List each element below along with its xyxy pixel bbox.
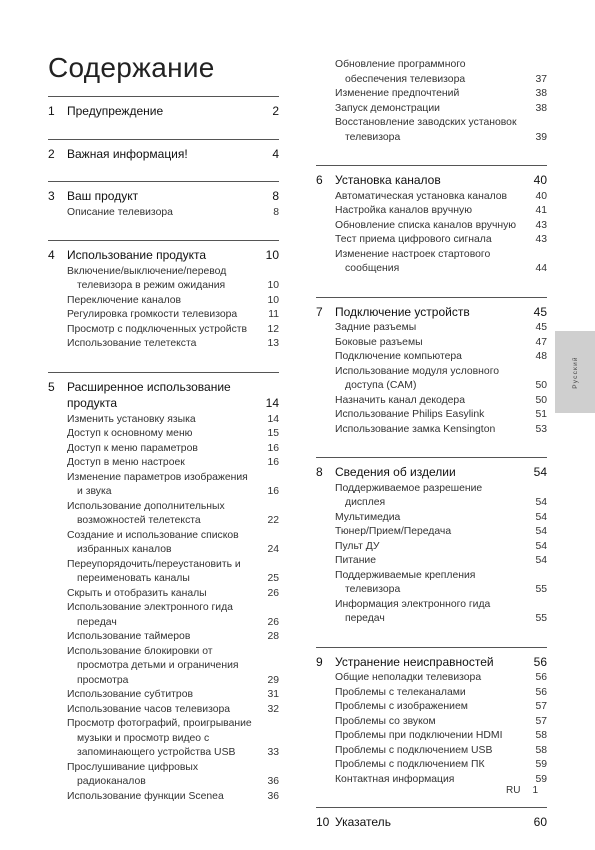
toc-entry-page-number: 40	[535, 190, 547, 202]
toc-entry[interactable]	[316, 554, 547, 569]
section-number: 5	[48, 379, 55, 394]
toc-entry-title: Описание телевизора	[67, 206, 173, 218]
toc-entry-page-number: 24	[267, 544, 279, 555]
toc-entry-title: Обновление списка каналов вручную	[335, 219, 517, 231]
toc-entry-page-number: 59	[535, 773, 547, 785]
toc-section	[316, 807, 547, 830]
toc-entry-page-number: 56	[535, 672, 547, 683]
toc-entry[interactable]	[316, 131, 547, 146]
toc-section	[316, 457, 547, 627]
toc-entry[interactable]	[48, 427, 279, 442]
section-page-number: 4	[272, 146, 279, 161]
toc-entry-title: Восстановление заводских установок	[335, 117, 517, 128]
toc-entry[interactable]	[316, 379, 547, 394]
section-title: Предупреждение	[67, 104, 164, 118]
section-page-number: 56	[533, 654, 547, 669]
toc-entry-title: Переключение каналов	[67, 294, 182, 306]
toc-entry[interactable]	[316, 394, 547, 409]
toc-entry-page-number: 54	[535, 511, 547, 523]
toc-entry[interactable]	[48, 471, 279, 486]
toc-entry[interactable]	[316, 321, 547, 336]
toc-entry[interactable]	[48, 601, 279, 616]
toc-entry-page-number: 26	[267, 587, 279, 599]
toc-section	[316, 58, 547, 145]
toc-entry-title: Подключение компьютера	[335, 351, 462, 362]
toc-entry-title: Использование функции Scenea	[67, 790, 224, 802]
toc-entry-title: Проблемы с подключением ПК	[335, 759, 485, 770]
toc-entry[interactable]	[48, 294, 279, 309]
language-tab	[555, 331, 595, 413]
toc-section	[48, 372, 279, 805]
toc-entry-page-number: 14	[267, 413, 279, 425]
toc-entry[interactable]	[316, 569, 547, 584]
toc-entry-page-number: 58	[535, 730, 547, 741]
toc-entry-title: Просмотр фотографий, проигрывание	[67, 718, 252, 729]
section-title: Установка каналов	[335, 173, 441, 187]
toc-entry-title: Поддерживаемое разрешение	[335, 482, 483, 494]
toc-entry-title: переименовать каналы	[77, 573, 190, 584]
section-title-line2: продукта	[67, 396, 118, 410]
section-number: 7	[316, 304, 323, 319]
toc-entry-page-number: 13	[267, 338, 279, 349]
section-heading[interactable]	[48, 380, 279, 395]
section-heading[interactable]	[48, 104, 279, 119]
toc-entry-page-number: 43	[535, 219, 547, 231]
section-page-number: 14	[265, 396, 279, 410]
section-heading[interactable]	[48, 189, 279, 204]
toc-entry-title: Скрыть и отобразить каналы	[67, 587, 207, 599]
toc-entry[interactable]	[316, 102, 547, 117]
toc-entry-page-number: 12	[267, 323, 279, 335]
toc-entry[interactable]	[316, 612, 547, 627]
toc-entry-title: избранных каналов	[77, 544, 172, 555]
toc-entry-page-number: 54	[535, 526, 547, 537]
toc-entry[interactable]	[48, 413, 279, 428]
section-title: Расширенное использование	[67, 379, 231, 394]
toc-entry-title: Проблемы со звуком	[335, 715, 436, 727]
toc-entry-page-number: 50	[535, 394, 547, 406]
toc-entry-page-number: 22	[267, 515, 279, 526]
toc-entry[interactable]	[316, 233, 547, 248]
toc-entry-page-number: 39	[535, 131, 547, 143]
toc-section	[48, 96, 279, 119]
section-number: 1	[48, 104, 55, 118]
toc-entry-title: Использование часов телевизора	[67, 703, 231, 715]
toc-entry-title: Использование блокировки от	[67, 645, 213, 657]
toc-entry-page-number: 59	[535, 759, 547, 770]
toc-entry-page-number: 45	[535, 322, 547, 333]
toc-entry-title: Изменение параметров изображения	[67, 471, 248, 483]
toc-entry[interactable]	[48, 543, 279, 558]
section-heading[interactable]	[316, 305, 547, 320]
toc-entry-title: Обновление программного	[335, 59, 466, 70]
toc-entry-title: просмотра детьми и ограничения	[77, 660, 239, 671]
toc-entry-page-number: 31	[267, 689, 279, 700]
toc-entry-title: Доступ к меню параметров	[67, 442, 198, 454]
toc-entry[interactable]	[48, 703, 279, 718]
toc-entry-title: Проблемы с телеканалами	[335, 686, 466, 698]
section-heading[interactable]	[316, 815, 547, 830]
section-heading[interactable]	[48, 147, 279, 162]
language-tab-label: Русский	[571, 355, 579, 389]
toc-entry-page-number: 10	[267, 294, 279, 306]
toc-entry-title: Доступ в меню настроек	[67, 457, 185, 468]
toc-entry-page-number: 56	[535, 686, 547, 698]
toc-entry[interactable]	[316, 758, 547, 773]
toc-entry[interactable]	[316, 671, 547, 686]
toc-entry-title: Использование Philips Easylink	[335, 409, 485, 420]
toc-entry[interactable]	[316, 482, 547, 497]
toc-entry[interactable]	[48, 732, 279, 747]
toc-entry-page-number: 43	[535, 234, 547, 245]
toc-entry-page-number: 36	[267, 776, 279, 787]
toc-entry[interactable]	[316, 248, 547, 263]
toc-entry[interactable]	[316, 336, 547, 351]
toc-entry[interactable]	[48, 500, 279, 515]
toc-entry[interactable]	[316, 350, 547, 365]
toc-entry[interactable]	[316, 700, 547, 715]
toc-entry[interactable]	[48, 587, 279, 602]
toc-entry-title: Регулировка громкости телевизора	[67, 309, 238, 320]
toc-entry-title: Тюнер/Прием/Передача	[335, 526, 452, 537]
toc-entry-title: Использование дополнительных	[67, 500, 225, 512]
toc-entry-title: Изменение предпочтений	[335, 88, 460, 99]
toc-entry-page-number: 48	[535, 351, 547, 362]
section-title: Использование продукта	[67, 248, 207, 262]
toc-entry[interactable]	[316, 190, 547, 205]
toc-entry-page-number: 8	[273, 206, 279, 218]
toc-entry-title: Настройка каналов вручную	[335, 205, 472, 216]
toc-entry[interactable]	[48, 279, 279, 294]
section-number: 6	[316, 173, 323, 187]
toc-right-column	[316, 58, 547, 850]
toc-entry-title: Изменить установку языка	[67, 413, 196, 425]
toc-entry[interactable]	[48, 775, 279, 790]
toc-entry-title: Просмотр с подключенных устройств	[67, 323, 248, 335]
toc-entry-page-number: 38	[535, 102, 547, 114]
page-footer	[506, 785, 538, 796]
toc-entry-title: и звука	[77, 486, 112, 497]
toc-entry[interactable]	[48, 337, 279, 352]
toc-entry-title: сообщения	[345, 263, 400, 274]
toc-entry[interactable]	[316, 525, 547, 540]
section-title: Подключение устройств	[335, 304, 470, 319]
toc-entry-title: дисплея	[345, 497, 386, 508]
toc-entry-page-number: 16	[267, 486, 279, 497]
toc-entry[interactable]	[48, 688, 279, 703]
toc-entry-page-number: 53	[535, 423, 547, 435]
toc-entry-page-number: 55	[535, 613, 547, 624]
toc-entry-title: музыки и просмотр видео с	[77, 732, 210, 744]
toc-entry[interactable]	[48, 616, 279, 631]
toc-entry[interactable]	[316, 744, 547, 759]
section-page-number: 60	[533, 815, 547, 829]
toc-entry-page-number: 11	[268, 309, 279, 320]
toc-entry[interactable]	[48, 308, 279, 323]
section-heading-continued[interactable]	[48, 396, 279, 411]
toc-entry-page-number: 57	[535, 715, 547, 727]
toc-entry[interactable]	[48, 514, 279, 529]
toc-entry-title: Создание и использование списков	[67, 529, 239, 541]
toc-entry-page-number: 57	[535, 701, 547, 712]
toc-entry-page-number: 55	[535, 584, 547, 595]
toc-entry-page-number: 33	[267, 747, 279, 758]
toc-entry-title: Задние разъемы	[335, 322, 417, 333]
toc-section	[316, 165, 547, 277]
toc-entry[interactable]	[316, 219, 547, 234]
toc-entry-title: Использование модуля условного	[335, 365, 500, 377]
toc-entry-page-number: 28	[267, 631, 279, 642]
toc-entry-title: возможностей телетекста	[77, 515, 201, 526]
toc-entry-page-number: 51	[535, 409, 547, 420]
section-page-number: 10	[265, 248, 279, 262]
toc-entry[interactable]	[316, 715, 547, 730]
toc-entry[interactable]	[48, 746, 279, 761]
toc-entry[interactable]	[48, 659, 279, 674]
toc-entry[interactable]	[316, 496, 547, 511]
section-number: 9	[316, 654, 323, 669]
section-number: 10	[316, 815, 330, 829]
toc-entry-title: Контактная информация	[335, 773, 455, 785]
section-title: Важная информация!	[67, 146, 188, 161]
toc-entry-page-number: 26	[267, 616, 279, 628]
toc-entry-page-number: 37	[535, 73, 547, 85]
toc-entry-title: Тест приема цифрового сигнала	[335, 234, 492, 245]
toc-entry-title: запоминающего устройства USB	[77, 747, 236, 758]
toc-section	[316, 297, 547, 438]
footer-page-number: 1	[532, 785, 539, 796]
toc-section	[48, 240, 279, 352]
footer-lang: RU	[506, 785, 521, 796]
toc-entry[interactable]	[316, 408, 547, 423]
section-number: 3	[48, 189, 55, 203]
toc-entry-title: Использование телетекста	[67, 338, 197, 349]
toc-entry[interactable]	[48, 206, 279, 221]
toc-left-column	[48, 96, 279, 824]
toc-entry-page-number: 36	[267, 790, 279, 802]
section-number: 2	[48, 146, 55, 161]
toc-entry-title: передач	[77, 616, 117, 628]
section-title: Указатель	[335, 815, 391, 829]
toc-entry[interactable]	[48, 790, 279, 805]
section-heading[interactable]	[316, 655, 547, 670]
toc-entry-page-number: 16	[267, 457, 279, 468]
toc-entry-title: Использование таймеров	[67, 631, 191, 642]
toc-entry-title: Проблемы с подключением USB	[335, 744, 493, 756]
toc-entry-page-number: 44	[535, 263, 547, 274]
section-page-number: 54	[533, 465, 547, 479]
toc-entry[interactable]	[48, 558, 279, 573]
section-page-number: 40	[533, 173, 547, 187]
toc-entry-title: Мультимедиа	[335, 511, 401, 523]
toc-entry[interactable]	[316, 511, 547, 526]
toc-entry-title: Поддерживаемые крепления	[335, 569, 476, 581]
toc-entry-page-number: 47	[535, 336, 547, 348]
toc-entry-title: просмотра	[77, 674, 129, 686]
toc-entry-title: обеспечения телевизора	[345, 73, 466, 85]
toc-section	[316, 647, 547, 788]
toc-entry-title: Проблемы с изображением	[335, 701, 468, 712]
toc-entry[interactable]	[316, 116, 547, 131]
section-heading[interactable]	[48, 248, 279, 263]
section-page-number: 8	[272, 189, 279, 203]
toc-entry[interactable]	[48, 674, 279, 689]
toc-entry-title: Прослушивание цифровых	[67, 761, 199, 773]
toc-entry-title: передач	[345, 613, 385, 624]
toc-entry-page-number: 32	[267, 703, 279, 715]
toc-entry-title: Изменение настроек стартового	[335, 248, 491, 260]
toc-entry[interactable]	[316, 423, 547, 438]
toc-entry-title: Использование электронного гида	[67, 602, 233, 613]
toc-entry-page-number: 25	[267, 573, 279, 584]
toc-entry-title: Переупорядочить/переустановить и	[67, 558, 241, 570]
toc-section	[48, 181, 279, 220]
section-heading[interactable]	[316, 173, 547, 188]
toc-entry-title: Использование субтитров	[67, 689, 193, 700]
toc-entry-title: Использование замка Kensington	[335, 423, 496, 435]
toc-entry[interactable]	[316, 729, 547, 744]
toc-entry-title: Запуск демонстрации	[335, 102, 440, 114]
section-number: 8	[316, 465, 323, 479]
page-title: Содержание	[48, 52, 215, 83]
toc-entry-title: Назначить канал декодера	[335, 394, 465, 406]
toc-entry-page-number: 50	[535, 380, 547, 391]
toc-entry[interactable]	[48, 456, 279, 471]
toc-entry[interactable]	[316, 540, 547, 555]
toc-entry-title: радиоканалов	[77, 776, 146, 787]
toc-entry-page-number: 38	[535, 88, 547, 99]
toc-entry-title: Доступ к основному меню	[67, 428, 193, 439]
toc-entry-page-number: 15	[267, 428, 279, 439]
toc-entry[interactable]	[48, 761, 279, 776]
toc-entry[interactable]	[48, 485, 279, 500]
toc-entry-title: телевизора в режим ожидания	[77, 280, 226, 291]
toc-entry-page-number: 58	[535, 744, 547, 756]
toc-entry[interactable]	[316, 58, 547, 73]
toc-entry[interactable]	[316, 583, 547, 598]
toc-entry-title: Проблемы при подключении HDMI	[335, 730, 503, 741]
toc-entry[interactable]	[48, 529, 279, 544]
toc-entry[interactable]	[316, 365, 547, 380]
toc-entry[interactable]	[316, 87, 547, 102]
toc-entry-title: Включение/выключение/перевод	[67, 265, 227, 277]
toc-entry-title: Автоматическая установка каналов	[335, 190, 508, 202]
toc-entry-title: доступа (CAM)	[345, 380, 417, 391]
toc-entry-title: телевизора	[345, 584, 401, 595]
toc-entry[interactable]	[48, 630, 279, 645]
toc-entry-page-number: 29	[267, 674, 279, 686]
toc-entry-title: Информация электронного гида	[335, 598, 491, 610]
section-title: Ваш продукт	[67, 189, 139, 203]
section-title: Сведения об изделии	[335, 465, 456, 479]
toc-entry[interactable]	[316, 73, 547, 88]
toc-entry-page-number: 54	[535, 555, 547, 566]
toc-entry[interactable]	[48, 717, 279, 732]
toc-entry[interactable]	[316, 262, 547, 277]
toc-entry-page-number: 54	[535, 540, 547, 552]
section-heading[interactable]	[316, 465, 547, 480]
toc-entry-page-number: 41	[535, 205, 547, 216]
toc-entry[interactable]	[48, 265, 279, 280]
toc-entry[interactable]	[48, 645, 279, 660]
toc-entry[interactable]	[48, 323, 279, 338]
toc-entry[interactable]	[316, 598, 547, 613]
toc-entry[interactable]	[316, 686, 547, 701]
toc-entry[interactable]	[48, 572, 279, 587]
section-number: 4	[48, 248, 55, 262]
toc-section	[48, 139, 279, 162]
toc-entry-title: Боковые разъемы	[335, 336, 423, 348]
toc-entry[interactable]	[316, 204, 547, 219]
section-title: Устранение неисправностей	[335, 654, 494, 669]
toc-entry-title: Пульт ДУ	[335, 540, 380, 552]
toc-entry-page-number: 10	[267, 280, 279, 291]
toc-entry-page-number: 54	[535, 497, 547, 508]
toc-entry-title: телевизора	[345, 131, 401, 143]
section-page-number: 45	[533, 304, 547, 319]
section-page-number: 2	[272, 104, 279, 118]
toc-entry[interactable]	[48, 442, 279, 457]
toc-entry-title: Общие неполадки телевизора	[335, 672, 482, 683]
toc-entry-title: Питание	[335, 555, 377, 566]
toc-entry-page-number: 16	[267, 442, 279, 454]
